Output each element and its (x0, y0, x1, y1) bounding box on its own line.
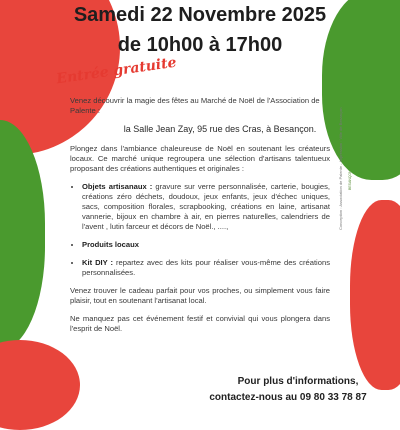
item-label: Produits locaux (82, 240, 139, 250)
item-text: gravure sur verre personnalisée, carterie, bougies, créations zéro déchets, doudoux, jeux enfants, jeux d'échec uniques, sacs, composition florales, scrapbooking, créations en laine, artisanat vannerie, bijoux en chambre à air, en pierres naturelles, calendriers de l'avent , lutin farceur et décors de Noël., ...., (82, 181, 330, 232)
event-date: Samedi 22 Novembre 2025 (73, 4, 327, 26)
gift-text: Venez trouver le cadeau parfait pour vos proches, ou simplement vous faire plaisir, tout en soutenant l'artisanat local. (70, 286, 330, 306)
item-text: repartez avec des kits pour réaliser vous-même des créations personnalisées. (82, 258, 330, 278)
product-list (70, 182, 330, 278)
item-label: Kit DIY : (82, 258, 114, 268)
venue-text: la Salle Jean Zay, 95 rue des Cras, à Besançon. (123, 124, 317, 135)
event-time: de 10h00 à 17h00 (117, 34, 283, 56)
intro-text: Venez découvrir la magie des fêtes au Marché de Noël de l'Association de Palente : (70, 96, 320, 116)
green-blob-decoration (322, 0, 400, 180)
city-logo: BESANÇON (348, 170, 352, 190)
free-entry-badge: Entrée gratuite (55, 54, 178, 88)
item-label: Objets artisanaux : (82, 181, 153, 191)
list-item (82, 240, 330, 250)
green-blob-decoration (0, 120, 45, 350)
contact-phone: contactez-nous au 09 80 33 78 87 (209, 392, 367, 403)
flyer-body (70, 96, 330, 342)
credits-text: Conception : Association de Palente - Impression : Ville de Besançon (338, 107, 343, 230)
list-item (82, 182, 330, 232)
closing-text: Ne manquez pas cet événement festif et convivial qui vous plongera dans l'esprit de Noël. (70, 314, 330, 334)
info-heading: Pour plus d'informations, (237, 376, 359, 387)
red-circle-decoration (0, 340, 80, 430)
red-blob-decoration (350, 200, 400, 390)
list-item (82, 258, 330, 278)
description-text: Plongez dans l'ambiance chaleureuse de Noël en soutenant les créateurs locaux. Ce marché unique regroupera une sélection d'artisans talentueux proposant des créations authentiques et originales : (70, 143, 330, 173)
